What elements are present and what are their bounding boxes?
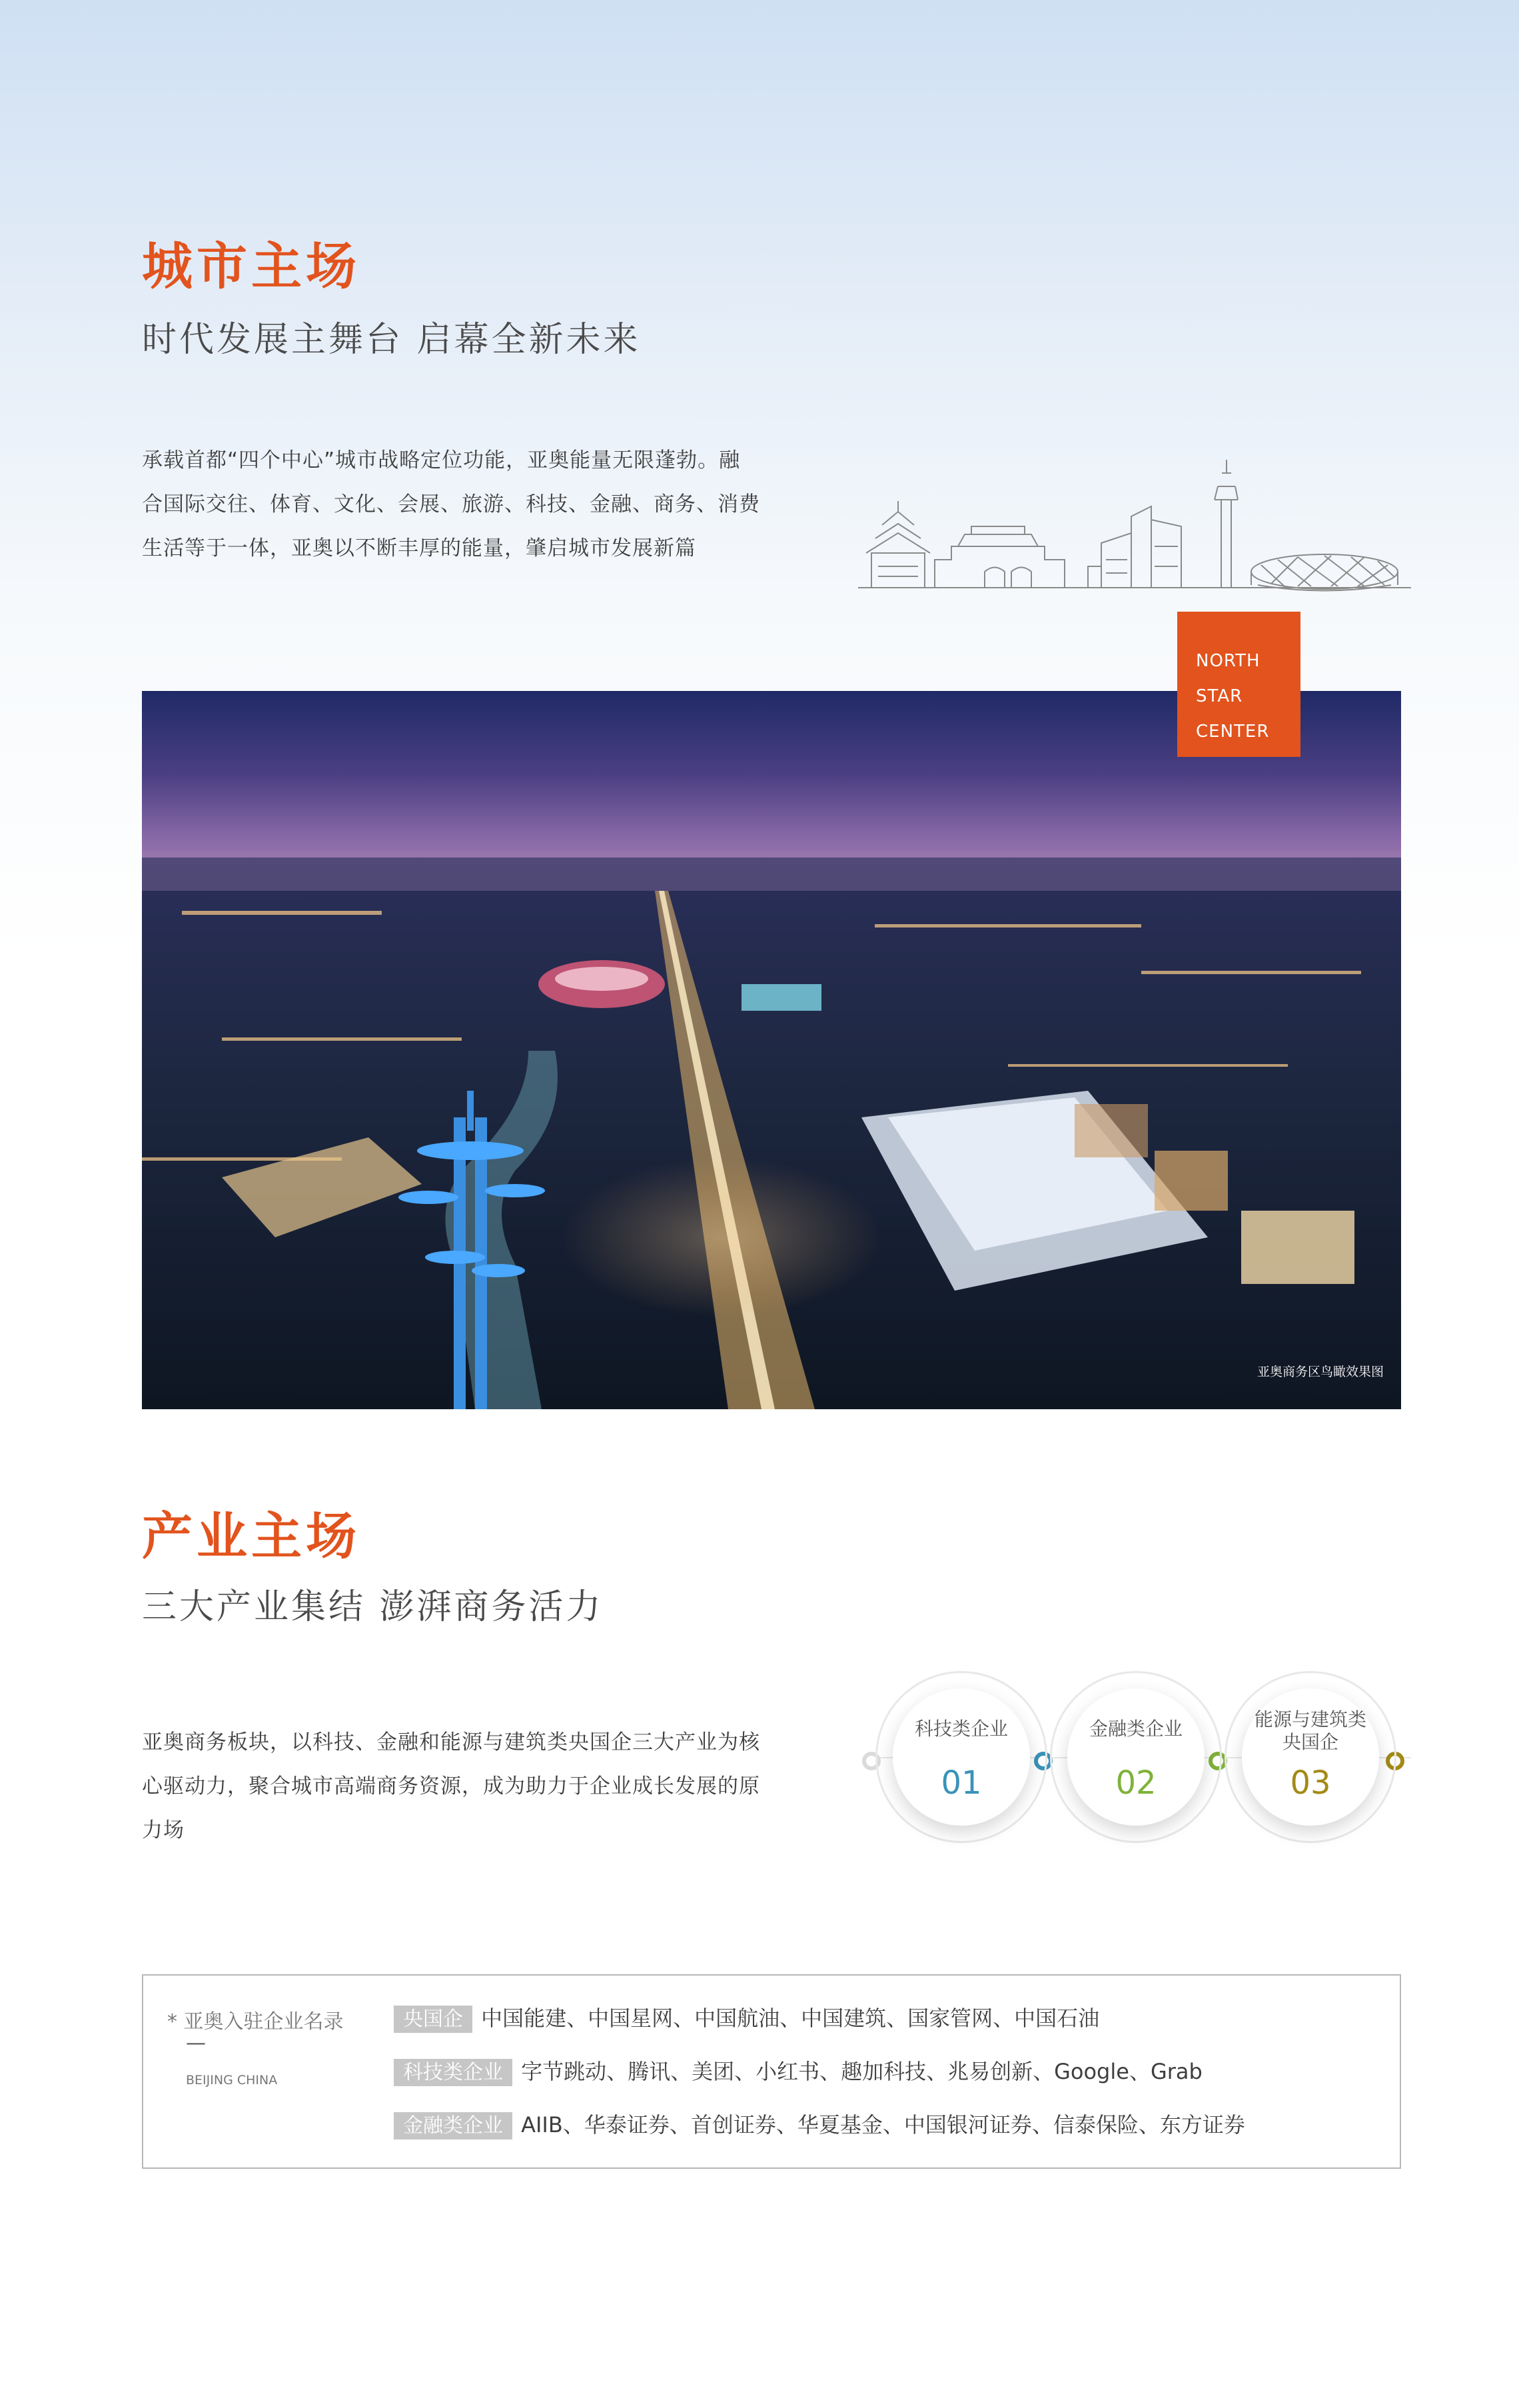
company-list: AIIB、华泰证券、首创证券、华夏基金、中国银河证券、信泰保险、东方证券 bbox=[521, 2112, 1245, 2137]
category-tag: 科技类企业 bbox=[394, 2059, 512, 2086]
industry-number: 01 bbox=[941, 1764, 982, 1802]
directory-sub: BEIJING CHINA bbox=[186, 2073, 278, 2088]
industry-label: 科技类企业 bbox=[914, 1718, 1008, 1740]
industry-number: 03 bbox=[1290, 1764, 1331, 1802]
section-subtitle-industry: 三大产业集结 澎湃商务活力 bbox=[142, 1587, 604, 1627]
category-tag: 央国企 bbox=[394, 2006, 472, 2033]
paragraph-line: 承载首都“四个中心”城市战略定位功能，亚奥能量无限蓬勃。融 bbox=[142, 448, 741, 472]
badge-line: STAR bbox=[1196, 686, 1243, 706]
company-list: 中国能建、中国星网、中国航油、中国建筑、国家管网、中国石油 bbox=[481, 2006, 1100, 2031]
industry-circle-finance bbox=[1050, 1671, 1222, 1843]
city-paragraph bbox=[142, 438, 761, 570]
paragraph-line: 生活等于一体，亚奥以不断丰厚的能量，肇启城市发展新篇 bbox=[142, 536, 696, 560]
company-directory-box bbox=[142, 1974, 1401, 2169]
directory-dash: — bbox=[186, 2032, 206, 2055]
company-list: 字节跳动、腾讯、美团、小红书、趣加科技、兆易创新、Google、Grab bbox=[521, 2059, 1203, 2084]
directory-row bbox=[394, 2057, 1203, 2086]
industry-label: 央国企 bbox=[1282, 1731, 1338, 1753]
industry-number: 02 bbox=[1115, 1764, 1157, 1802]
paragraph-line: 力场 bbox=[142, 1818, 185, 1842]
section-title-city: 城市主场 bbox=[142, 237, 360, 296]
industry-circles bbox=[859, 1671, 1426, 1858]
section-subtitle-city: 时代发展主舞台 启幕全新未来 bbox=[142, 320, 641, 360]
section-title-industry: 产业主场 bbox=[142, 1506, 360, 1566]
paragraph-line: 心驱动力，聚合城市高端商务资源，成为助力于企业成长发展的原 bbox=[142, 1774, 760, 1798]
paragraph-line: 合国际交往、体育、文化、会展、旅游、科技、金融、商务、消费 bbox=[142, 492, 760, 516]
industry-circle-energy bbox=[1225, 1671, 1396, 1843]
aerial-rendering-image bbox=[142, 691, 1401, 1409]
industry-label: 能源与建筑类 bbox=[1254, 1708, 1366, 1730]
paragraph-line: 亚奥商务板块，以科技、金融和能源与建筑类央国企三大产业为核 bbox=[142, 1730, 760, 1754]
skyline-illustration bbox=[858, 460, 1411, 593]
category-tag: 金融类企业 bbox=[394, 2112, 512, 2139]
industry-label: 金融类企业 bbox=[1089, 1718, 1183, 1740]
industry-circle-tech bbox=[875, 1671, 1047, 1843]
industry-paragraph bbox=[142, 1720, 781, 1852]
directory-heading: * 亚奥入驻企业名录 bbox=[167, 2010, 344, 2034]
north-star-center-badge bbox=[1177, 612, 1300, 757]
directory-row bbox=[394, 2110, 1245, 2139]
directory-row bbox=[394, 2004, 1099, 2033]
photo-caption: 亚奥商务区鸟瞰效果图 bbox=[1257, 1365, 1384, 1379]
aerial-night-view bbox=[142, 691, 1401, 1409]
badge-line: NORTH bbox=[1196, 651, 1261, 671]
badge-line: CENTER bbox=[1196, 722, 1270, 742]
